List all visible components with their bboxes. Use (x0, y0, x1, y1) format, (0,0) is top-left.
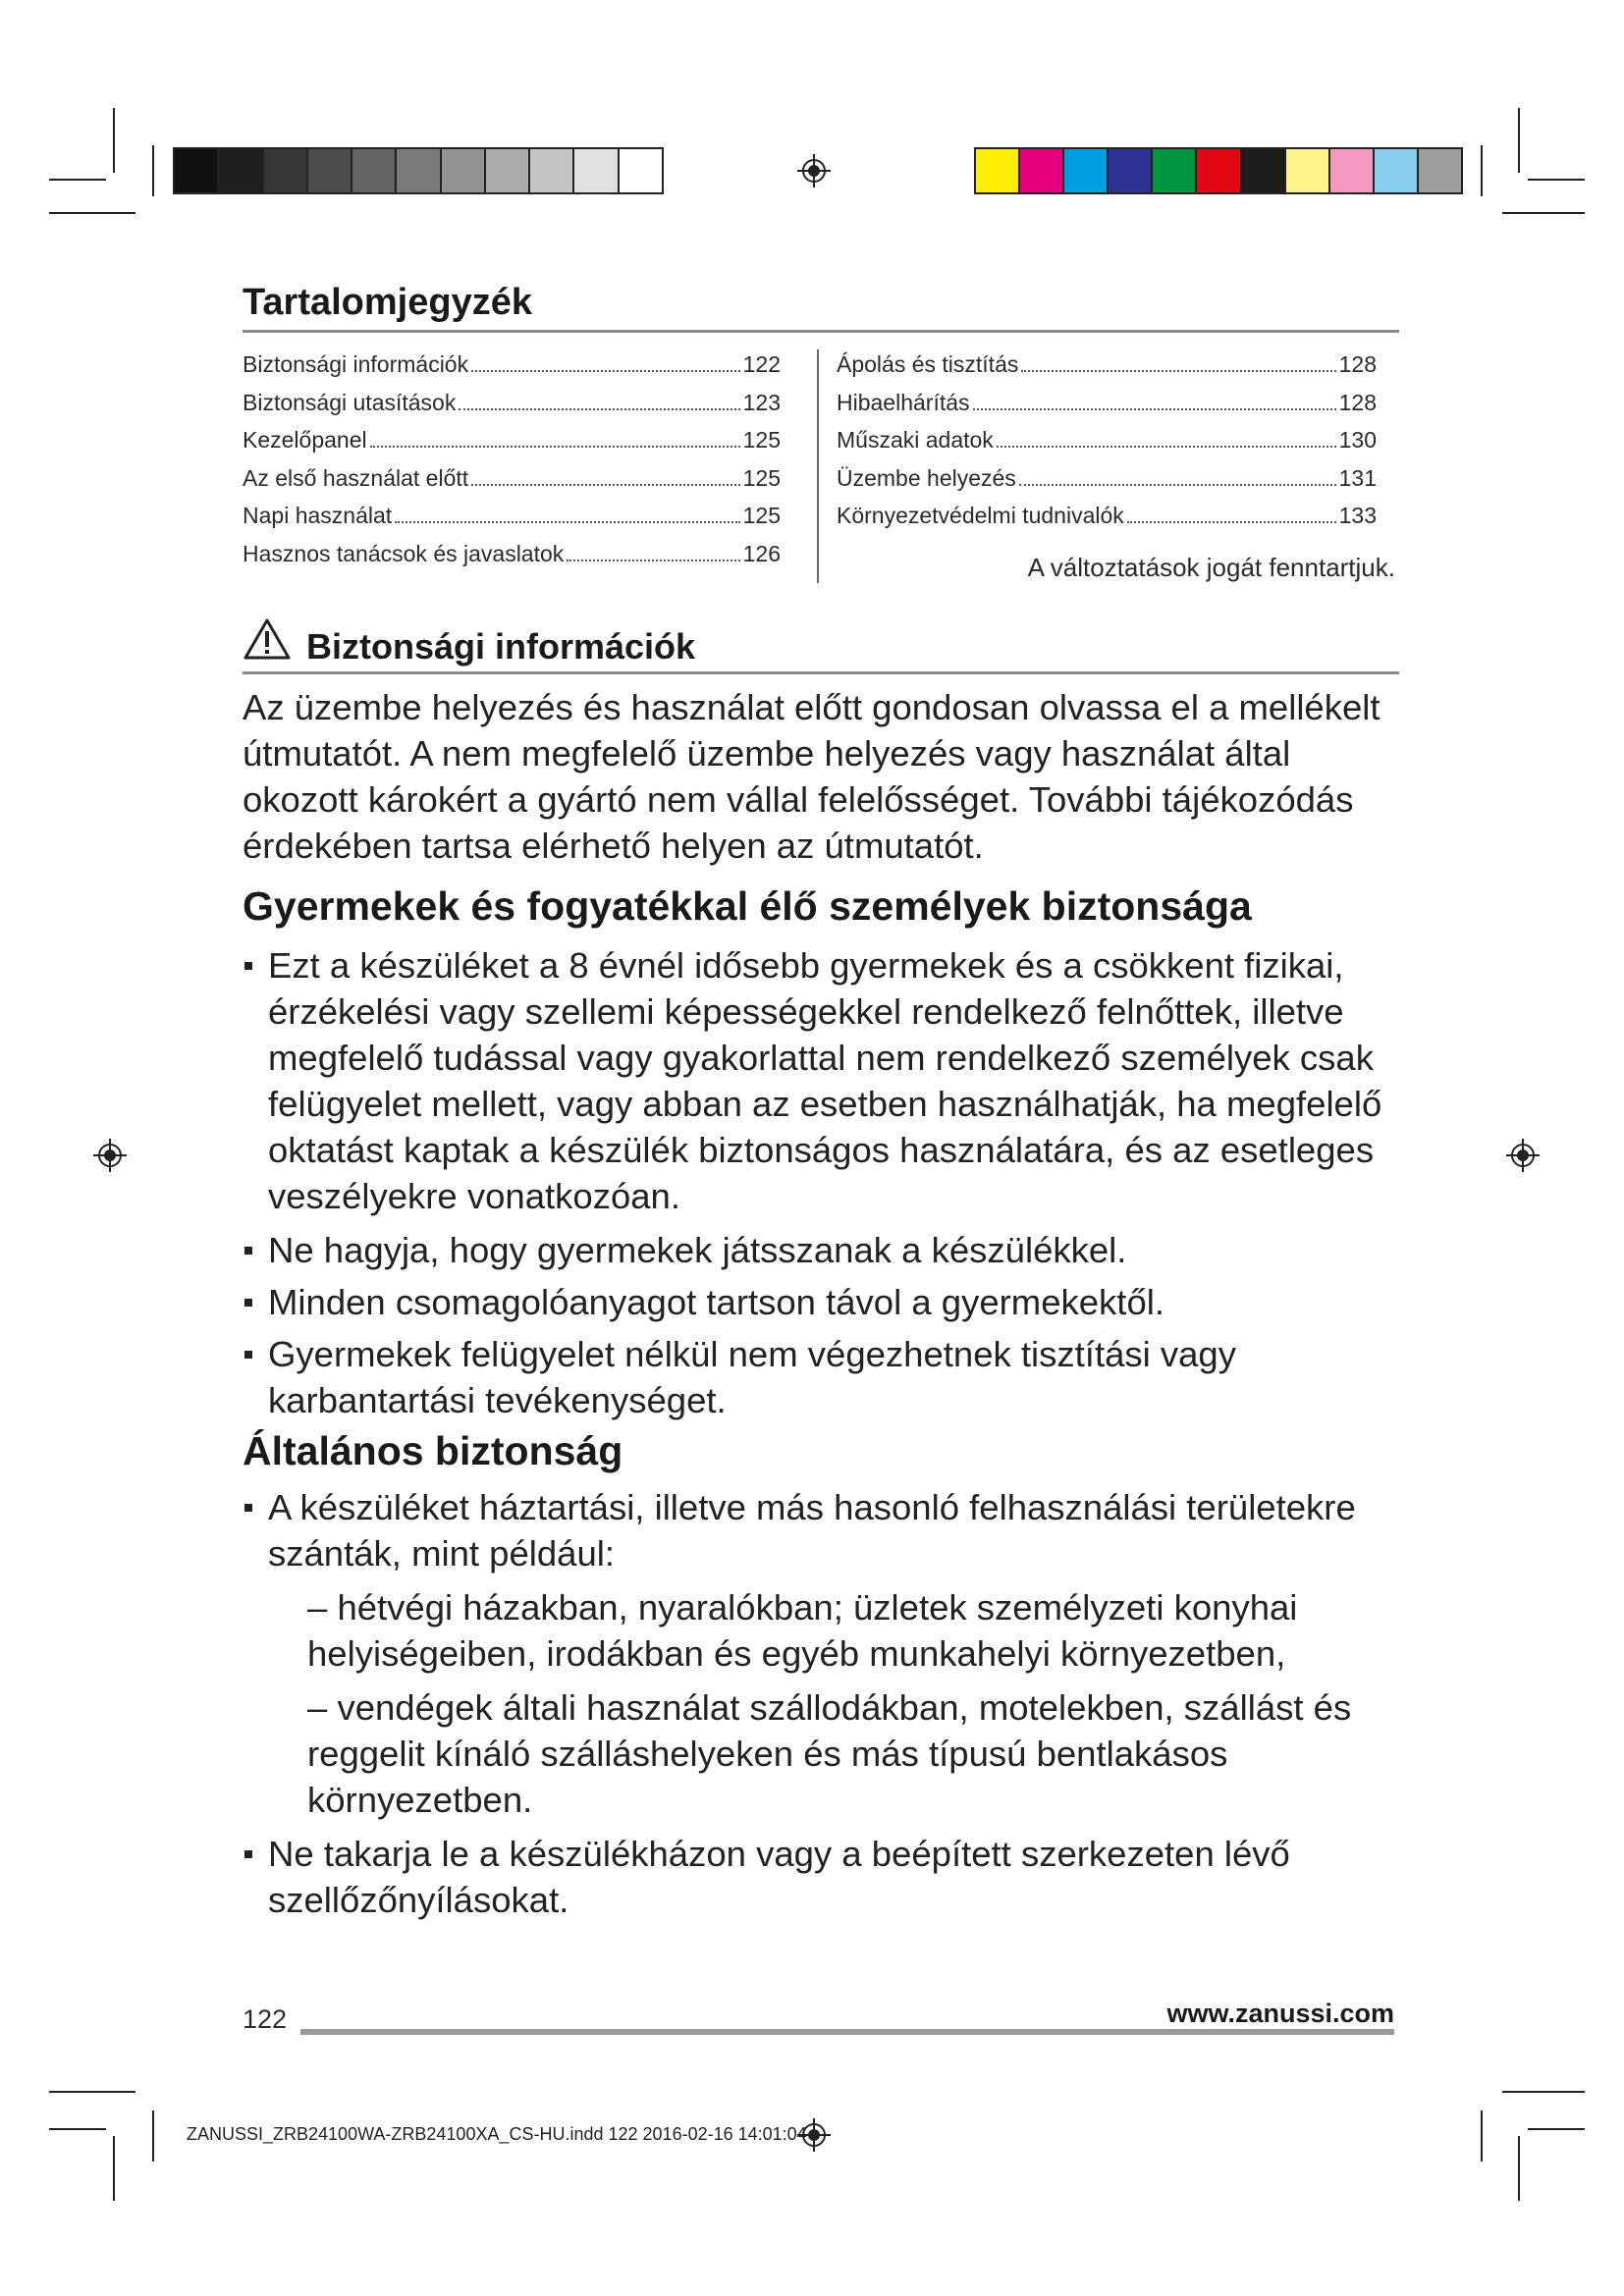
registration-mark-icon (1506, 1139, 1540, 1172)
color-swatch (1153, 149, 1197, 192)
toc-entry-page: 133 (1338, 503, 1377, 528)
toc-entry-label: Üzembe helyezés (837, 464, 1016, 491)
color-swatch (308, 149, 352, 192)
toc-right-column (837, 351, 1377, 541)
color-swatch (530, 149, 574, 192)
toc-entry-label: Napi használat (243, 503, 393, 528)
safety-intro: Az üzembe helyezés és használat előtt gondosan olvassa el a mellékelt útmutatót. A nem megfelelő üzembe helyezés vagy használat által okozott károkért a gyártó nem vállal felelősséget. További tájékozódás érdekében tartsa elérhető helyen az útmutatót. (243, 687, 1380, 866)
website-url[interactable]: www.zanussi.com (1166, 1999, 1394, 2028)
toc-entry-page: 125 (742, 427, 781, 453)
toc-leader-dots (1127, 521, 1336, 523)
color-swatch (1419, 149, 1461, 192)
toc-entry-label: Ápolás és tisztítás (837, 351, 1019, 377)
toc-leader-dots (471, 484, 739, 486)
toc-entry[interactable] (243, 503, 781, 541)
toc-entry[interactable] (837, 390, 1377, 428)
toc-entry-page: 126 (742, 540, 781, 566)
color-swatch (1375, 149, 1419, 192)
color-swatch (1330, 149, 1375, 192)
color-swatch (620, 149, 662, 192)
toc-leader-dots (567, 560, 739, 561)
toc-entry[interactable] (243, 351, 781, 390)
general-safety-heading: Általános biztonság (243, 1428, 623, 1473)
list-item: A készüléket háztartási, illetve más hasonló felhasználási területekre szánták, mint például: (243, 1484, 1399, 1576)
toc-leader-dots (471, 370, 740, 372)
registration-mark-icon (797, 154, 831, 187)
color-swatch (976, 149, 1020, 192)
toc-entry-page: 122 (742, 351, 781, 377)
color-swatch (442, 149, 486, 192)
toc-leader-dots (395, 521, 739, 523)
list-item: Ne takarja le a készülékházon vagy a beépített szerkezeten lévő szellőzőnyílásokat. (243, 1831, 1399, 1923)
children-safety-heading: Gyermekek és fogyatékkal élő személyek biztonsága (243, 883, 1252, 929)
list-item: Gyermekek felügyelet nélkül nem végezhetnek tisztítási vagy karbantartási tevékenységet. (243, 1331, 1399, 1423)
registration-mark-icon (797, 2118, 831, 2152)
print-slug: ZANUSSI_ZRB24100WA-ZRB24100XA_CS-HU.indd 122 2016-02-16 14:01:04 (187, 2124, 807, 2144)
toc-leader-dots (459, 408, 739, 410)
toc-entry-label: Kezelőpanel (243, 427, 367, 453)
footer-rule (300, 2029, 1394, 2035)
color-swatch (397, 149, 441, 192)
toc-entry-label: Hibaelhárítás (837, 389, 970, 415)
toc-entry[interactable] (837, 351, 1377, 390)
color-swatch (1064, 149, 1109, 192)
toc-entry[interactable] (243, 465, 781, 504)
toc-entry-page: 130 (1338, 427, 1377, 453)
toc-entry-page: 128 (1338, 389, 1377, 415)
color-swatch (574, 149, 619, 192)
color-swatch (1286, 149, 1330, 192)
color-swatch (1020, 149, 1064, 192)
toc-leader-dots (1019, 484, 1336, 486)
warning-icon (243, 617, 292, 661)
color-swatch (264, 149, 308, 192)
toc-entry[interactable] (243, 541, 781, 579)
toc-entry[interactable] (243, 390, 781, 428)
toc-entry-label: Biztonsági utasítások (243, 389, 457, 415)
toc-entry-page: 125 (742, 503, 781, 528)
cmyk-color-bar (974, 147, 1463, 194)
toc-leader-dots (997, 446, 1336, 448)
toc-column-divider (817, 349, 819, 583)
children-safety-list (243, 942, 1399, 1431)
toc-entry-page: 123 (742, 389, 781, 415)
safety-heading: Biztonsági információk (306, 626, 696, 667)
toc-title-rule (243, 330, 1399, 333)
toc-title: Tartalomjegyzék (243, 282, 532, 323)
toc-leader-dots (973, 408, 1336, 410)
toc-entry[interactable] (837, 503, 1377, 541)
toc-entry[interactable] (837, 465, 1377, 504)
toc-entry-label: Környezetvédelmi tudnivalók (837, 503, 1124, 528)
color-swatch (175, 149, 219, 192)
toc-entry-page: 128 (1338, 351, 1377, 377)
toc-entry-page: 125 (742, 464, 781, 491)
toc-entry-label: Biztonsági információk (243, 351, 469, 377)
color-swatch (352, 149, 397, 192)
toc-entry-label: Műszaki adatok (837, 427, 994, 453)
list-item: Ezt a készüléket a 8 évnél idősebb gyermekek és a csökkent fizikai, érzékelési vagy szellemi képességekkel rendelkező felnőttek, illetve megfelelő tudással vagy gyakorlattal nem rendelkező személyek csak felügyelet mellett, vagy abban az esetben használhatják, ha megfelelő oktatást kaptak a készülék biztonságos használatára, és az esetleges veszélyekre vonatkozóan. (243, 942, 1399, 1219)
safety-heading-rule (243, 671, 1399, 674)
toc-entry[interactable] (243, 427, 781, 465)
grayscale-color-bar (173, 147, 664, 194)
toc-entry-label: Az első használat előtt (243, 464, 469, 491)
color-swatch (1197, 149, 1241, 192)
toc-leader-dots (370, 446, 740, 448)
toc-entry-page: 131 (1338, 464, 1377, 491)
color-swatch (219, 149, 263, 192)
sub-list-item: – hétvégi házakban, nyaralókban; üzletek személyzeti konyhai helyiségeiben, irodákban és egyéb munkahelyi környezetben, (307, 1587, 1298, 1674)
toc-leader-dots (1021, 370, 1335, 372)
list-item: Ne hagyja, hogy gyermekek játsszanak a készülékkel. (243, 1227, 1399, 1273)
toc-entry[interactable] (837, 427, 1377, 465)
registration-mark-icon (93, 1139, 127, 1172)
toc-entry-label: Hasznos tanácsok és javaslatok (243, 540, 565, 566)
list-item: Minden csomagolóanyagot tartson távol a gyermekektől. (243, 1279, 1399, 1325)
page-number: 122 (243, 2004, 288, 2034)
color-swatch (1109, 149, 1153, 192)
sub-list-item: – vendégek általi használat szállodákban, motelekben, szállást és reggelit kínáló szálláshelyeken és más típusú bentlakásos környezetben. (307, 1687, 1352, 1820)
color-swatch (486, 149, 530, 192)
toc-left-column (243, 351, 781, 578)
color-swatch (1242, 149, 1286, 192)
toc-note: A változtatások jogát fenntartjuk. (1027, 553, 1395, 582)
general-safety-list (243, 1484, 1399, 1931)
